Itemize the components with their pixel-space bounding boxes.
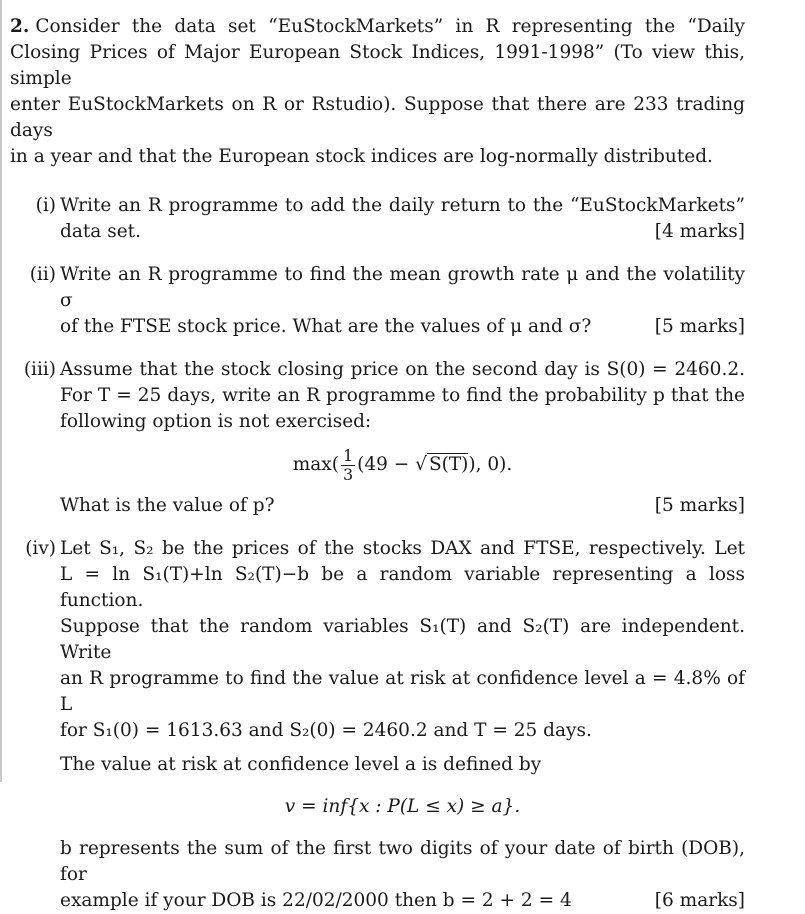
- part-iii-line-1: Assume that the stock closing price on the second day is S(0) = 2460.2.: [60, 359, 745, 380]
- part-ii-line-2: of the FTSE stock price. What are the values of μ and σ?: [60, 316, 592, 337]
- part-iii-label: (iii): [23, 359, 56, 380]
- part-i-label: (i): [35, 195, 56, 216]
- part-iv-line-2: L = ln S₁(T)+ln S₂(T)−b be a random variable representing a loss function.: [60, 564, 745, 611]
- question-intro: [10, 14, 745, 170]
- part-i-line-1: Write an R programme to add the daily return to the “EuStockMarkets”: [60, 195, 745, 216]
- part-iii-line-3: following option is not exercised:: [60, 411, 372, 432]
- part-iv-b-line-1: b represents the sum of the first two digits of your date of birth (DOB), for: [60, 838, 745, 885]
- question-page: [10, 14, 745, 914]
- option-payoff-formula: max( $\frac{1}{3}$ (49 − √ S(T)), 0).: [292, 445, 513, 484]
- part-iv: [10, 536, 745, 914]
- part-i: [10, 193, 745, 245]
- fraction-one-third: $\frac{1}{3}$: [342, 445, 354, 484]
- part-iv-b-line-2: example if your DOB is 22/02/2000 then b = 2 + 2 = 4: [60, 890, 572, 911]
- part-iv-line-3: Suppose that the random variables S₁(T) and S₂(T) are independent. Write: [60, 616, 745, 663]
- intro-line-2: Closing Prices of Major European Stock Indices, 1991-1998” (To view this, simple: [10, 42, 745, 89]
- part-ii-line-1: Write an R programme to find the mean growth rate μ and the volatility σ: [60, 264, 745, 311]
- sqrt-radicand: S(T): [428, 454, 469, 475]
- var-formula: v = inf{x : P(L ≤ x) ≥ a}.: [284, 796, 521, 817]
- part-iv-line-5: for S₁(0) = 1613.63 and S₂(0) = 2460.2 and T = 25 days.: [60, 720, 592, 741]
- intro-line-1: Consider the data set “EuStockMarkets” in R representing the “Daily: [35, 16, 745, 37]
- part-iv-line-4: an R programme to find the value at risk at confidence level a = 4.8% of L: [60, 668, 745, 715]
- part-ii-label: (ii): [29, 264, 56, 285]
- part-iv-label: (iv): [25, 538, 56, 559]
- question-number: 2.: [10, 16, 30, 37]
- part-iii-question: What is the value of p?: [60, 495, 275, 516]
- part-ii-marks: [5 marks]: [654, 316, 745, 337]
- part-i-marks: [4 marks]: [654, 221, 745, 242]
- intro-line-4: in a year and that the European stock indices are log-normally distributed.: [10, 146, 713, 167]
- intro-line-3: enter EuStockMarkets on R or Rstudio). Suppose that there are 233 trading days: [10, 94, 745, 141]
- part-iv-marks: [6 marks]: [654, 890, 745, 911]
- part-i-line-2: data set.: [60, 221, 141, 242]
- left-margin-rule: [0, 0, 2, 782]
- part-ii: [10, 262, 745, 340]
- var-definition-text: The value at risk at confidence level a is defined by: [60, 754, 542, 775]
- part-iii: [10, 357, 745, 519]
- part-iv-line-1: Let S₁, S₂ be the prices of the stocks DAX and FTSE, respectively. Let: [60, 538, 745, 559]
- part-iii-marks: [5 marks]: [654, 495, 745, 516]
- part-iii-line-2: For T = 25 days, write an R programme to find the probability p that the: [60, 385, 745, 406]
